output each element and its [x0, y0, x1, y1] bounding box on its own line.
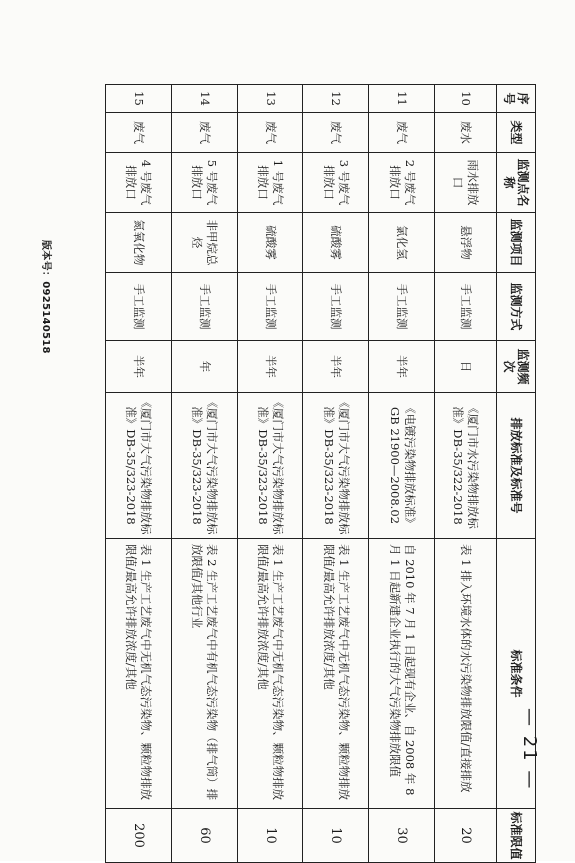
- cell-item: 氮氧化物: [106, 213, 172, 273]
- cell-seq: 13: [237, 85, 303, 113]
- cell-standard: 《厦门市大气污染物排放标准》DB-35/323-2018: [171, 393, 237, 539]
- cell-frequency: 半年: [303, 341, 369, 393]
- monitoring-standards-table: [105, 84, 536, 863]
- cell-frequency: 半年: [106, 341, 172, 393]
- cell-seq: 15: [106, 85, 172, 113]
- table-row: [369, 85, 435, 863]
- cell-type: 废水: [434, 113, 496, 153]
- cell-point: 3 号废气排放口: [303, 153, 369, 213]
- cell-frequency: 日: [434, 341, 496, 393]
- header-standard: 排放标准及标准号: [497, 393, 536, 539]
- cell-limit: 10: [303, 809, 369, 863]
- cell-method: 手工监测: [434, 273, 496, 341]
- cell-item: 硫酸雾: [237, 213, 303, 273]
- cell-standard: 《厦门市水污染物排放标准》DB-35/322-2018: [434, 393, 496, 539]
- version-number-label: 版本号：0925140518: [40, 240, 51, 354]
- page-number: — 21 —: [519, 708, 540, 791]
- cell-seq: 12: [303, 85, 369, 113]
- cell-point: 1 号废气排放口: [237, 153, 303, 213]
- cell-limit: 200: [106, 809, 172, 863]
- table-row: [237, 85, 303, 863]
- header-seq: 序号: [497, 85, 536, 113]
- cell-frequency: 半年: [237, 341, 303, 393]
- table-row: [106, 85, 172, 863]
- cell-frequency: 年: [171, 341, 237, 393]
- header-type: 类型: [497, 113, 536, 153]
- cell-frequency: 半年: [369, 341, 435, 393]
- cell-type: 废气: [237, 113, 303, 153]
- cell-standard: 《厦门市大气污染物排放标准》DB-35/323-2018: [303, 393, 369, 539]
- cell-type: 废气: [303, 113, 369, 153]
- cell-point: 雨水排放口: [434, 153, 496, 213]
- cell-condition: 表 1 生产工艺废气中无机气态污染物、颗粒物排放限值/最高允许排放浓度/其他: [237, 539, 303, 809]
- cell-condition: 表 1 排入环境水体的水污染物排放限值/直接排放: [434, 539, 496, 809]
- cell-point: 5 号废气排放口: [171, 153, 237, 213]
- table-row: [303, 85, 369, 863]
- cell-condition: 自 2010 年 7 月 1 日起现有企业、自 2008 年 8 月 1 日起新建企业执行的大气污染物排放限值: [369, 539, 435, 809]
- cell-standard: 《厦门市大气污染物排放标准》DB-35/323-2018: [106, 393, 172, 539]
- cell-method: 手工监测: [106, 273, 172, 341]
- cell-method: 手工监测: [237, 273, 303, 341]
- header-frequency: 监测频次: [497, 341, 536, 393]
- cell-item: 硫酸雾: [303, 213, 369, 273]
- cell-item: 氯化氢: [369, 213, 435, 273]
- cell-limit: 10: [237, 809, 303, 863]
- cell-standard: 《厦门市大气污染物排放标准》DB-35/323-2018: [237, 393, 303, 539]
- cell-limit: 60: [171, 809, 237, 863]
- cell-type: 废气: [171, 113, 237, 153]
- cell-method: 手工监测: [369, 273, 435, 341]
- cell-condition: 表 1 生产工艺废气中无机气态污染物、颗粒物排放限值/最高允许排放浓度/其他: [106, 539, 172, 809]
- cell-method: 手工监测: [171, 273, 237, 341]
- header-item: 监测项目: [497, 213, 536, 273]
- cell-seq: 10: [434, 85, 496, 113]
- cell-limit: 30: [369, 809, 435, 863]
- table-row: [171, 85, 237, 863]
- cell-item: 悬浮物: [434, 213, 496, 273]
- header-limit: 标准限值: [497, 809, 536, 863]
- cell-point: 2 号废气排放口: [369, 153, 435, 213]
- cell-seq: 11: [369, 85, 435, 113]
- monitoring-table-container: [105, 84, 536, 862]
- header-condition: 标准条件: [497, 539, 536, 809]
- cell-point: 4 号废气排放口: [106, 153, 172, 213]
- cell-type: 废气: [106, 113, 172, 153]
- table-row: [434, 85, 496, 863]
- header-method: 监测方式: [497, 273, 536, 341]
- cell-item: 非甲烷总烃: [171, 213, 237, 273]
- cell-standard: 《电镀污染物排放标准》GB 21900—2008.02: [369, 393, 435, 539]
- cell-condition: 表 1 生产工艺废气中无机气态污染物、颗粒物排放限值/最高允许排放浓度/其他: [303, 539, 369, 809]
- cell-type: 废气: [369, 113, 435, 153]
- header-point: 监测点名称: [497, 153, 536, 213]
- cell-seq: 14: [171, 85, 237, 113]
- cell-limit: 20: [434, 809, 496, 863]
- cell-condition: 表 2 生产工艺废气中有机气态污染物（排气筒）排放限值/其他行业: [171, 539, 237, 809]
- cell-method: 手工监测: [303, 273, 369, 341]
